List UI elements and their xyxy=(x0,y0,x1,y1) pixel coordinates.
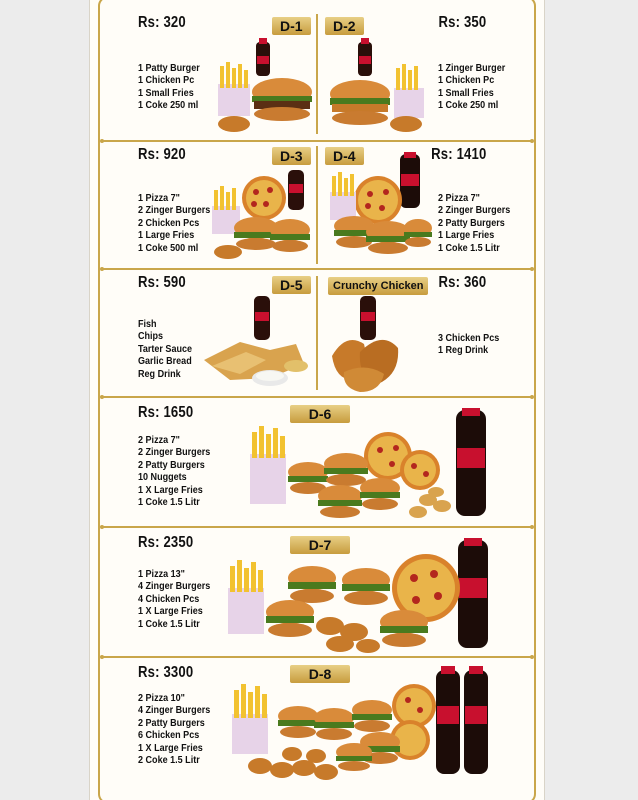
deal-badge: D-5 xyxy=(272,276,311,294)
ornament xyxy=(100,525,104,529)
deal-items xyxy=(138,62,200,112)
deal-item: 2 Chicken Pcs xyxy=(138,216,200,229)
deal-item: 1 Large Fries xyxy=(438,229,495,242)
deal-item: 1 Coke 1.5 Litr xyxy=(438,241,500,254)
deal-item: 1 Chicken Pc xyxy=(438,74,495,87)
deal-price: Rs: 2350 xyxy=(138,534,194,551)
deal-item: 1 Coke 1.5 Litr xyxy=(138,617,200,630)
deal-badge: Crunchy Chicken xyxy=(328,277,428,295)
deal-item: Reg Drink xyxy=(138,367,181,380)
deal-item: 6 Chicken Pcs xyxy=(138,729,200,742)
deal-item: 2 Patty Burgers xyxy=(138,458,205,471)
deal-item: 1 Chicken Pc xyxy=(138,74,195,87)
column-divider xyxy=(316,14,318,134)
deal-item: 2 Pizza 10" xyxy=(138,692,185,704)
deal-item: 1 X Large Fries xyxy=(138,605,203,618)
deal-items xyxy=(138,318,192,380)
pizza-burger-meal-icon xyxy=(206,166,316,264)
deal-price: Rs: 1410 xyxy=(430,146,486,163)
deal-item: 2 Zinger Burgers xyxy=(138,204,211,217)
burger-meal-icon xyxy=(210,38,316,138)
deal-item: 4 Chicken Pcs xyxy=(138,592,200,605)
deal-item: Chips xyxy=(138,330,164,343)
deal-items xyxy=(138,568,210,630)
ornament xyxy=(100,267,104,271)
deal-item: 2 Zinger Burgers xyxy=(138,446,211,459)
deal-item: 1 X Large Fries xyxy=(138,741,203,754)
deal-items xyxy=(438,62,505,112)
deal-price: Rs: 320 xyxy=(138,14,186,31)
deal-item: 1 Coke 1.5 Litr xyxy=(138,496,200,509)
ornament xyxy=(530,395,534,399)
deal-item: 1 Pizza 7" xyxy=(138,192,180,204)
deal-item: 1 Zinger Burger xyxy=(438,62,506,74)
deal-badge: D-2 xyxy=(325,17,364,35)
ornament xyxy=(100,395,104,399)
deal-badge: D-3 xyxy=(272,147,311,165)
column-divider xyxy=(316,276,318,390)
deal-badge: D-1 xyxy=(272,17,311,35)
deal-item: 1 Coke 250 ml xyxy=(438,99,499,112)
deal-items xyxy=(138,692,210,766)
deal-item: Garlic Bread xyxy=(138,355,192,368)
ornament xyxy=(100,139,104,143)
deal-item: 1 Small Fries xyxy=(438,86,494,99)
fish-chips-meal-icon xyxy=(200,294,316,394)
row-divider xyxy=(102,656,532,658)
deal-price: Rs: 920 xyxy=(138,146,186,163)
family-meal-icon xyxy=(248,408,492,522)
deal-item: Fish xyxy=(138,318,157,330)
deal-badge: D-4 xyxy=(325,147,364,165)
deal-badge: D-6 xyxy=(290,405,350,423)
deal-item: 2 Pizza 7" xyxy=(138,434,180,446)
deal-item: 1 Large Fries xyxy=(138,229,195,242)
deal-item: 10 Nuggets xyxy=(138,471,187,484)
column-divider xyxy=(316,146,318,264)
ornament xyxy=(530,525,534,529)
deal-item: 4 Zinger Burgers xyxy=(138,704,211,717)
ornament xyxy=(530,655,534,659)
deal-item: 1 X Large Fries xyxy=(138,483,203,496)
deal-price: Rs: 3300 xyxy=(138,664,194,681)
deal-items xyxy=(138,192,210,254)
row-divider xyxy=(102,268,532,270)
ornament xyxy=(530,267,534,271)
deal-item: 4 Zinger Burgers xyxy=(138,580,211,593)
deal-item: 2 Pizza 7" xyxy=(438,192,480,204)
row-divider xyxy=(102,526,532,528)
deal-item: 1 Pizza 13" xyxy=(138,568,185,580)
deal-item: 2 Zinger Burgers xyxy=(438,204,511,217)
fried-chicken-meal-icon xyxy=(326,296,416,394)
pizza-burger-meal-icon xyxy=(324,152,436,264)
deal-item: 2 Patty Burgers xyxy=(438,216,505,229)
family-meal-icon xyxy=(230,666,494,786)
deal-badge: D-7 xyxy=(290,536,350,554)
deal-badge: D-8 xyxy=(290,665,350,683)
deal-item: 2 Coke 1.5 Litr xyxy=(138,754,200,767)
deal-item: 1 Patty Burger xyxy=(138,62,200,74)
deal-items xyxy=(138,434,210,508)
deal-item: 1 Reg Drink xyxy=(438,344,489,357)
deal-price: Rs: 350 xyxy=(438,14,486,31)
deal-item: Tarter Sauce xyxy=(138,342,193,355)
family-meal-icon xyxy=(226,538,492,654)
deal-items xyxy=(438,192,510,254)
ornament xyxy=(530,139,534,143)
deal-price: Rs: 1650 xyxy=(138,404,194,421)
burger-meal-icon xyxy=(322,38,432,138)
deal-item: 2 Patty Burgers xyxy=(138,716,205,729)
deal-items xyxy=(438,332,499,357)
deal-item: 1 Small Fries xyxy=(138,86,194,99)
ornament xyxy=(100,655,104,659)
deal-item: 1 Coke 250 ml xyxy=(138,99,199,112)
deal-price: Rs: 360 xyxy=(438,274,486,291)
deal-item: 3 Chicken Pcs xyxy=(438,332,500,344)
deal-price: Rs: 590 xyxy=(138,274,186,291)
row-divider xyxy=(102,140,532,142)
menu-board xyxy=(90,0,544,800)
row-divider xyxy=(102,396,532,398)
deal-item: 1 Coke 500 ml xyxy=(138,241,199,254)
